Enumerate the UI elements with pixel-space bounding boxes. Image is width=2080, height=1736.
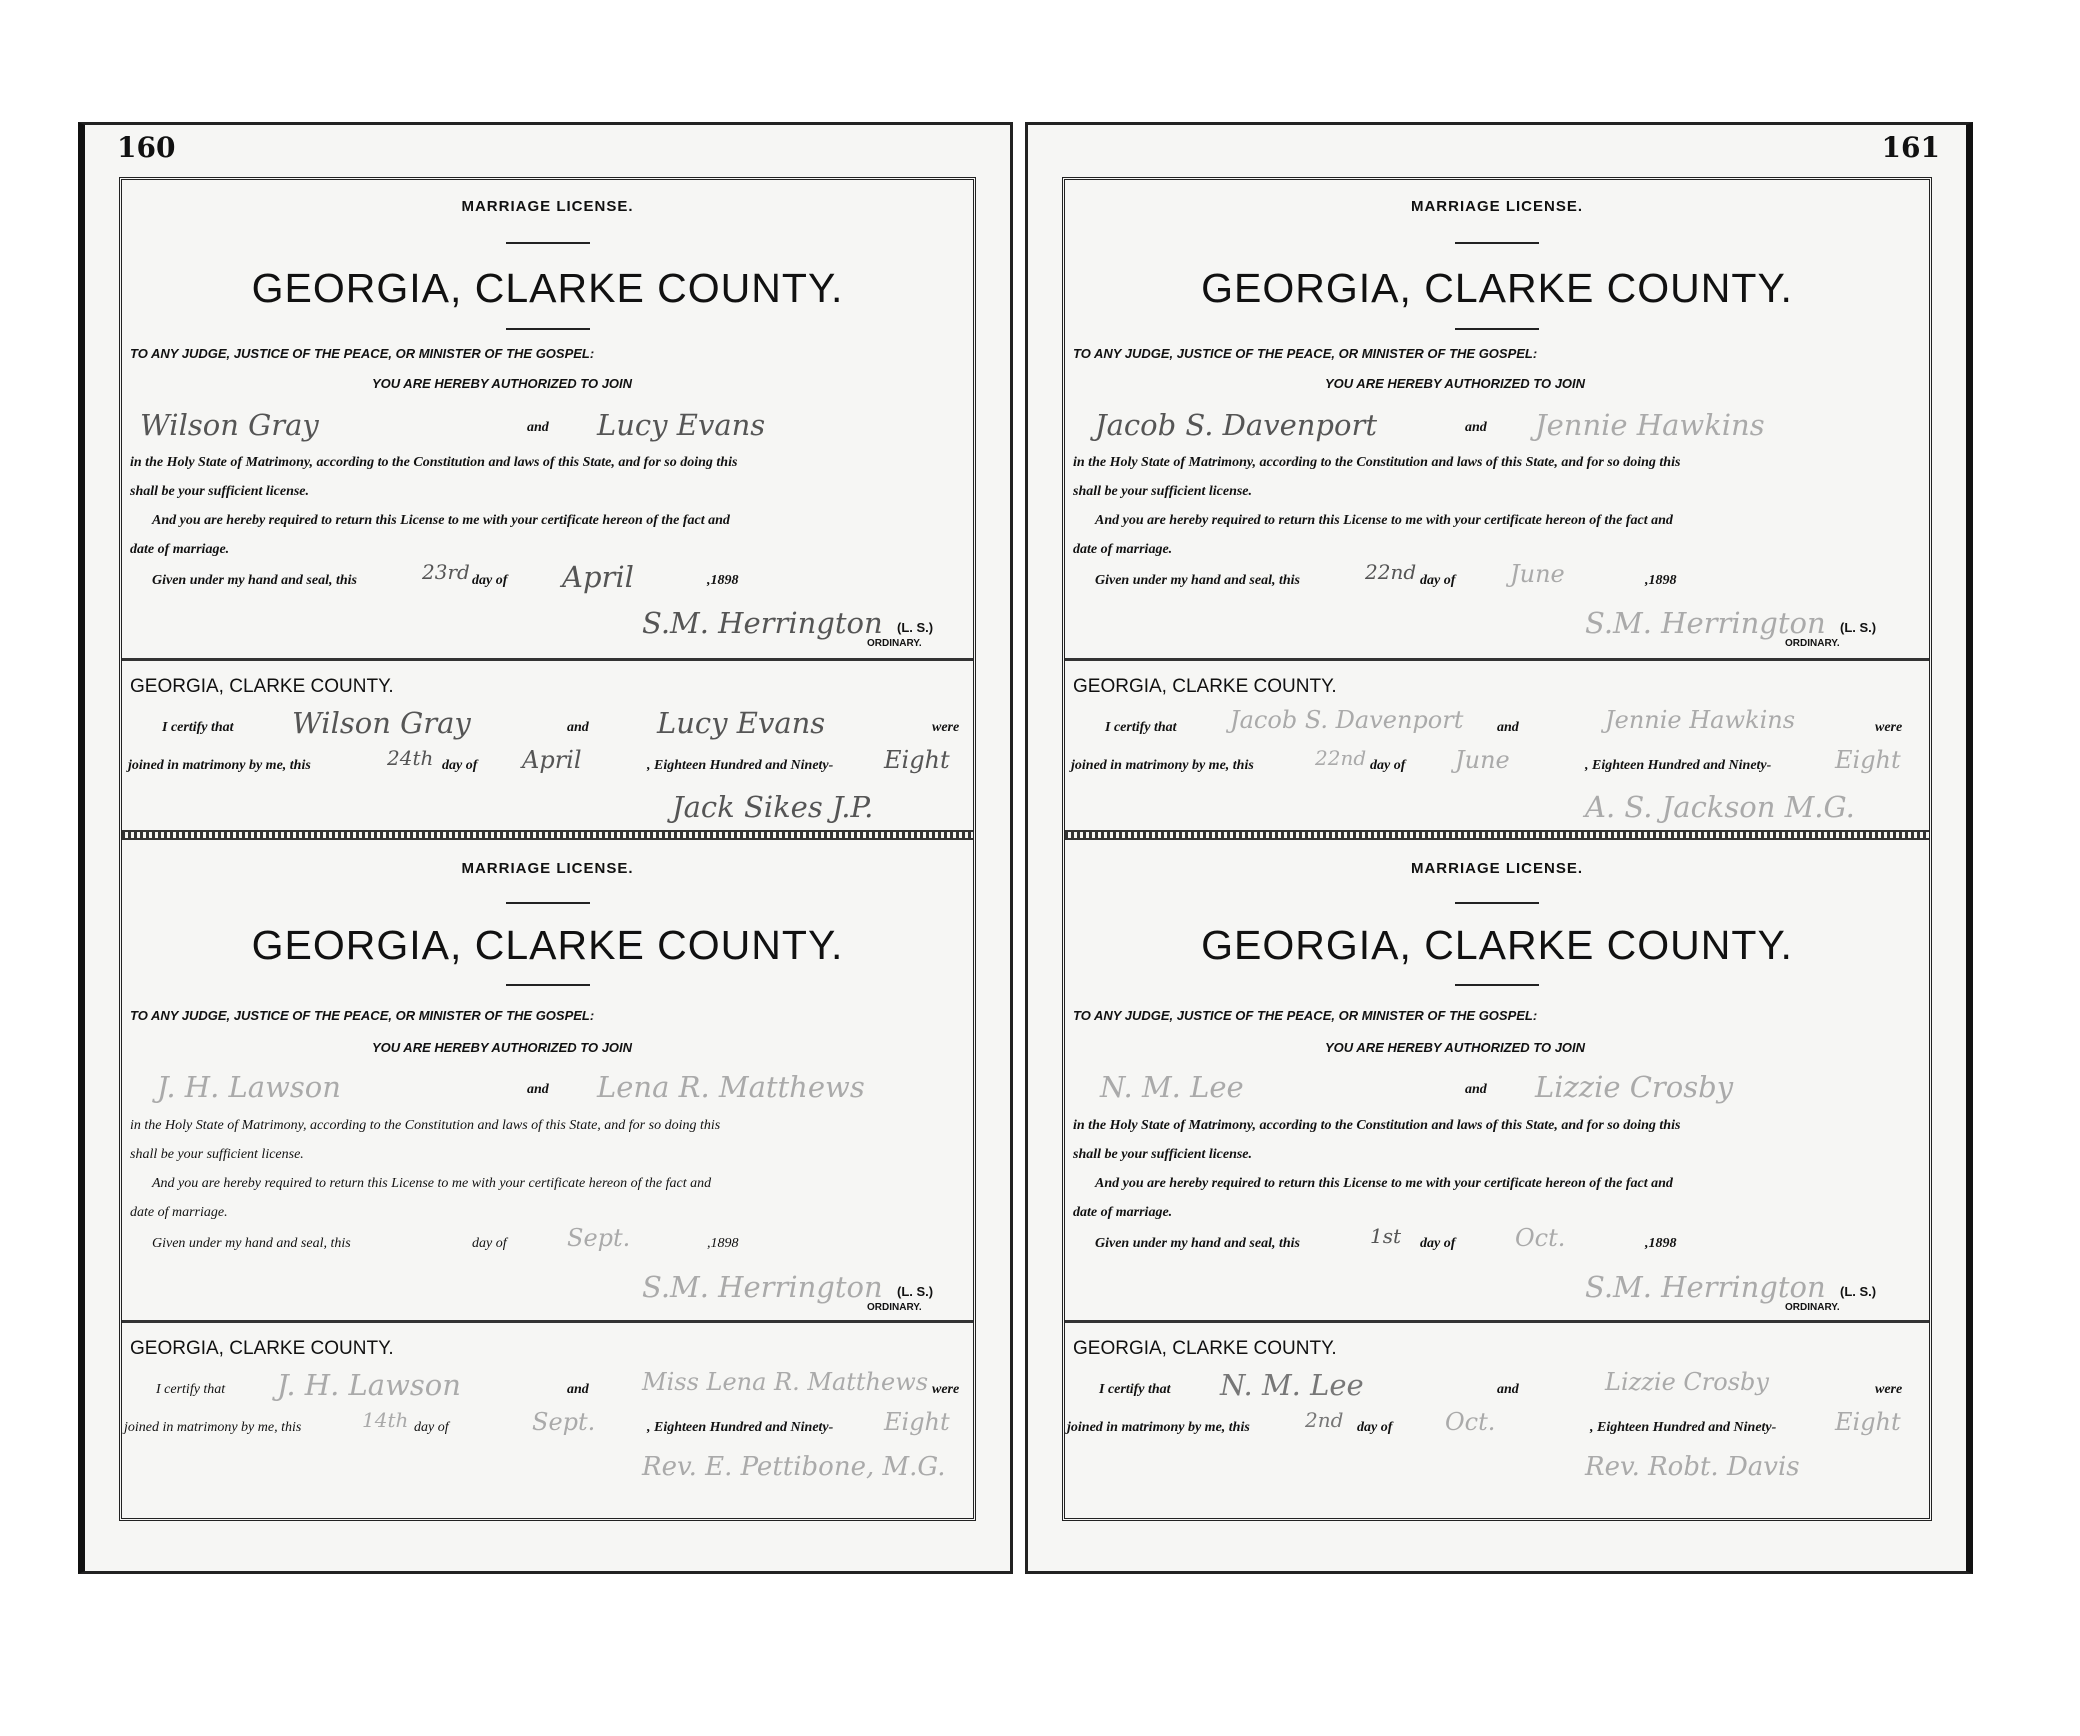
license-body-line: in the Holy State of Matrimony, according to the Constitution and laws of this State, and for so doing this (130, 455, 738, 470)
and-label: and (1497, 720, 1519, 735)
certificate-title: GEORGIA, CLARKE COUNTY. (130, 676, 394, 697)
license-year: ,1898 (1645, 1236, 1677, 1251)
license-year: ,1898 (1645, 573, 1677, 588)
license-body-line: And you are hereby required to return this License to me with your certificate hereon of the fact and (152, 1176, 712, 1191)
certificate-day: 24th (387, 746, 434, 770)
and-label: and (527, 420, 549, 435)
divider (506, 902, 590, 904)
divider (506, 984, 590, 986)
certificate-groom: J. H. Lawson (277, 1368, 461, 1402)
were-label: were (932, 1382, 960, 1397)
day-of-label: day of (1420, 1236, 1456, 1251)
authorized-line: YOU ARE HEREBY AUTHORIZED TO JOIN (1325, 376, 1586, 391)
and-label: and (567, 720, 589, 735)
officiant-signature: Rev. E. Pettibone, M.G. (642, 1452, 946, 1482)
officiant-signature: A. S. Jackson M.G. (1585, 790, 1855, 824)
license-month: Oct. (1515, 1224, 1566, 1252)
eighteen-label: , Eighteen Hundred and Ninety- (647, 758, 834, 773)
ordinary-label: ORDINARY. (867, 638, 922, 649)
salutation: TO ANY JUDGE, JUSTICE OF THE PEACE, OR MINISTER OF THE GOSPEL: (130, 1008, 595, 1023)
salutation: TO ANY JUDGE, JUSTICE OF THE PEACE, OR MINISTER OF THE GOSPEL: (130, 346, 595, 361)
certificate-year-word: Eight (884, 1408, 950, 1436)
license-separator (122, 830, 973, 840)
license-month: Sept. (567, 1224, 631, 1252)
divider (506, 242, 590, 244)
page-frame (119, 177, 976, 1521)
given-line: Given under my hand and seal, this (152, 1236, 351, 1251)
license-body-line: shall be your sufficient license. (1073, 484, 1253, 499)
license-body-line: shall be your sufficient license. (130, 484, 310, 499)
ordinary-signature: S.M. Herrington (642, 606, 883, 640)
certificate-month: April (522, 746, 582, 774)
certificate-month: Sept. (532, 1408, 596, 1436)
eighteen-label: , Eighteen Hundred and Ninety- (1585, 758, 1772, 773)
given-line: Given under my hand and seal, this (152, 573, 357, 588)
license-header: MARRIAGE LICENSE. (1410, 198, 1583, 215)
ls-mark: (L. S.) (1840, 1284, 1877, 1299)
and-label: and (1465, 1082, 1487, 1097)
divider (1455, 328, 1539, 330)
ledger-page-left (78, 122, 1013, 1574)
ordinary-signature: S.M. Herrington (1585, 1270, 1826, 1304)
license-year: ,1898 (707, 1236, 739, 1251)
license-body-line: in the Holy State of Matrimony, according to the Constitution and laws of this State, and for so doing this (1073, 455, 1681, 470)
license-body-line: And you are hereby required to return this License to me with your certificate hereon of the fact and (1095, 1176, 1673, 1191)
divider (1455, 902, 1539, 904)
ls-mark: (L. S.) (1840, 620, 1877, 635)
license-day: 23rd (422, 560, 470, 584)
license-body-line: date of marriage. (1073, 542, 1173, 557)
certificate-title: GEORGIA, CLARKE COUNTY. (1073, 676, 1337, 697)
given-line: Given under my hand and seal, this (1095, 573, 1300, 588)
license-body-line: And you are hereby required to return this License to me with your certificate hereon of the fact and (1095, 513, 1673, 528)
certificate-day: 14th (362, 1408, 409, 1432)
groom-name: N. M. Lee (1100, 1070, 1244, 1104)
certificate-year-word: Eight (1835, 1408, 1901, 1436)
page-frame (1062, 177, 1932, 1521)
certificate-bride: Lizzie Crosby (1605, 1368, 1769, 1396)
license-title: GEORGIA, CLARKE COUNTY. (1201, 265, 1793, 311)
certificate-bride: Miss Lena R. Matthews (642, 1368, 929, 1396)
license-body-line: shall be your sufficient license. (130, 1147, 304, 1162)
certificate-title: GEORGIA, CLARKE COUNTY. (1073, 1338, 1337, 1359)
license-title: GEORGIA, CLARKE COUNTY. (251, 265, 844, 311)
officiant-signature: Rev. Robt. Davis (1585, 1452, 1800, 1482)
section-rule (1065, 658, 1929, 661)
divider (1455, 984, 1539, 986)
certificate-groom: Wilson Gray (292, 706, 471, 740)
bride-name: Lucy Evans (597, 408, 766, 442)
and-label: and (567, 1382, 589, 1397)
ls-mark: (L. S.) (897, 1284, 934, 1299)
ordinary-label: ORDINARY. (1785, 638, 1840, 649)
license-body-line: shall be your sufficient license. (1073, 1147, 1253, 1162)
license-body-line: in the Holy State of Matrimony, according to the Constitution and laws of this State, and for so doing this (130, 1118, 721, 1133)
certify-label: I certify that (1099, 1382, 1171, 1397)
were-label: were (932, 720, 960, 735)
license-header: MARRIAGE LICENSE. (1410, 860, 1583, 877)
bride-name: Jennie Hawkins (1535, 408, 1765, 442)
day-of-label: day of (442, 758, 478, 773)
license-header: MARRIAGE LICENSE. (461, 860, 634, 877)
eighteen-label: , Eighteen Hundred and Ninety- (647, 1420, 834, 1435)
authorized-line: YOU ARE HEREBY AUTHORIZED TO JOIN (372, 1040, 633, 1055)
license-header: MARRIAGE LICENSE. (461, 198, 634, 215)
were-label: were (1875, 1382, 1903, 1397)
section-rule (1065, 1320, 1929, 1323)
salutation: TO ANY JUDGE, JUSTICE OF THE PEACE, OR MINISTER OF THE GOSPEL: (1073, 346, 1538, 361)
license-body-line: in the Holy State of Matrimony, according to the Constitution and laws of this State, and for so doing this (1073, 1118, 1681, 1133)
ordinary-signature: S.M. Herrington (1585, 606, 1826, 640)
and-label: and (527, 1082, 549, 1097)
given-line: Given under my hand and seal, this (1095, 1236, 1300, 1251)
were-label: were (1875, 720, 1903, 735)
groom-name: Jacob S. Davenport (1095, 408, 1377, 442)
marriage-license (122, 860, 973, 1560)
certificate-bride: Lucy Evans (657, 706, 826, 740)
divider (1455, 242, 1539, 244)
license-title: GEORGIA, CLARKE COUNTY. (1201, 922, 1793, 968)
day-of-label: day of (1370, 758, 1406, 773)
certify-label: I certify that (156, 1382, 226, 1397)
license-body-line: And you are hereby required to return this License to me with your certificate hereon of the fact and (152, 513, 730, 528)
and-label: and (1465, 420, 1487, 435)
marriage-license (122, 180, 973, 880)
day-of-label: day of (472, 573, 508, 588)
ordinary-label: ORDINARY. (1785, 1302, 1840, 1313)
license-month: June (1510, 560, 1565, 588)
page-number: 161 (1881, 131, 1940, 164)
groom-name: Wilson Gray (140, 408, 319, 442)
certificate-groom: Jacob S. Davenport (1230, 706, 1464, 734)
certificate-title: GEORGIA, CLARKE COUNTY. (130, 1338, 394, 1359)
joined-label: joined in matrimony by me, this (128, 758, 311, 773)
ls-mark: (L. S.) (897, 620, 934, 635)
certificate-year-word: Eight (1835, 746, 1901, 774)
certificate-month: June (1455, 746, 1510, 774)
section-rule (122, 1320, 973, 1323)
license-separator (1065, 830, 1929, 840)
and-label: and (1497, 1382, 1519, 1397)
salutation: TO ANY JUDGE, JUSTICE OF THE PEACE, OR MINISTER OF THE GOSPEL: (1073, 1008, 1538, 1023)
page-number: 160 (117, 131, 176, 164)
marriage-license (1065, 180, 1929, 880)
certify-label: I certify that (162, 720, 234, 735)
day-of-label: day of (1420, 573, 1456, 588)
license-day: 1st (1370, 1224, 1402, 1248)
license-day: 22nd (1365, 560, 1417, 584)
ordinary-label: ORDINARY. (867, 1302, 922, 1313)
ordinary-signature: S.M. Herrington (642, 1270, 883, 1304)
day-of-label: day of (414, 1420, 449, 1435)
ledger-page-right (1025, 122, 1973, 1574)
divider (506, 328, 590, 330)
eighteen-label: , Eighteen Hundred and Ninety- (1590, 1420, 1777, 1435)
bride-name: Lena R. Matthews (597, 1070, 865, 1104)
certificate-year-word: Eight (884, 746, 950, 774)
groom-name: J. H. Lawson (157, 1070, 341, 1104)
authorized-line: YOU ARE HEREBY AUTHORIZED TO JOIN (1325, 1040, 1586, 1055)
authorized-line: YOU ARE HEREBY AUTHORIZED TO JOIN (372, 376, 633, 391)
license-body-line: date of marriage. (130, 1205, 228, 1220)
section-rule (122, 658, 973, 661)
certificate-day: 2nd (1305, 1408, 1344, 1432)
license-year: ,1898 (707, 573, 739, 588)
bride-name: Lizzie Crosby (1535, 1070, 1734, 1104)
certify-label: I certify that (1105, 720, 1177, 735)
day-of-label: day of (472, 1236, 507, 1251)
license-body-line: date of marriage. (130, 542, 230, 557)
certificate-month: Oct. (1445, 1408, 1496, 1436)
joined-label: joined in matrimony by me, this (124, 1420, 302, 1435)
certificate-groom: N. M. Lee (1220, 1368, 1364, 1402)
joined-label: joined in matrimony by me, this (1067, 1420, 1250, 1435)
officiant-signature: Jack Sikes J.P. (672, 790, 874, 824)
license-body-line: date of marriage. (1073, 1205, 1173, 1220)
license-month: April (562, 560, 634, 594)
certificate-bride: Jennie Hawkins (1605, 706, 1796, 734)
certificate-day: 22nd (1315, 746, 1367, 770)
marriage-license (1065, 860, 1929, 1560)
day-of-label: day of (1357, 1420, 1393, 1435)
joined-label: joined in matrimony by me, this (1071, 758, 1254, 773)
license-title: GEORGIA, CLARKE COUNTY. (251, 922, 844, 968)
